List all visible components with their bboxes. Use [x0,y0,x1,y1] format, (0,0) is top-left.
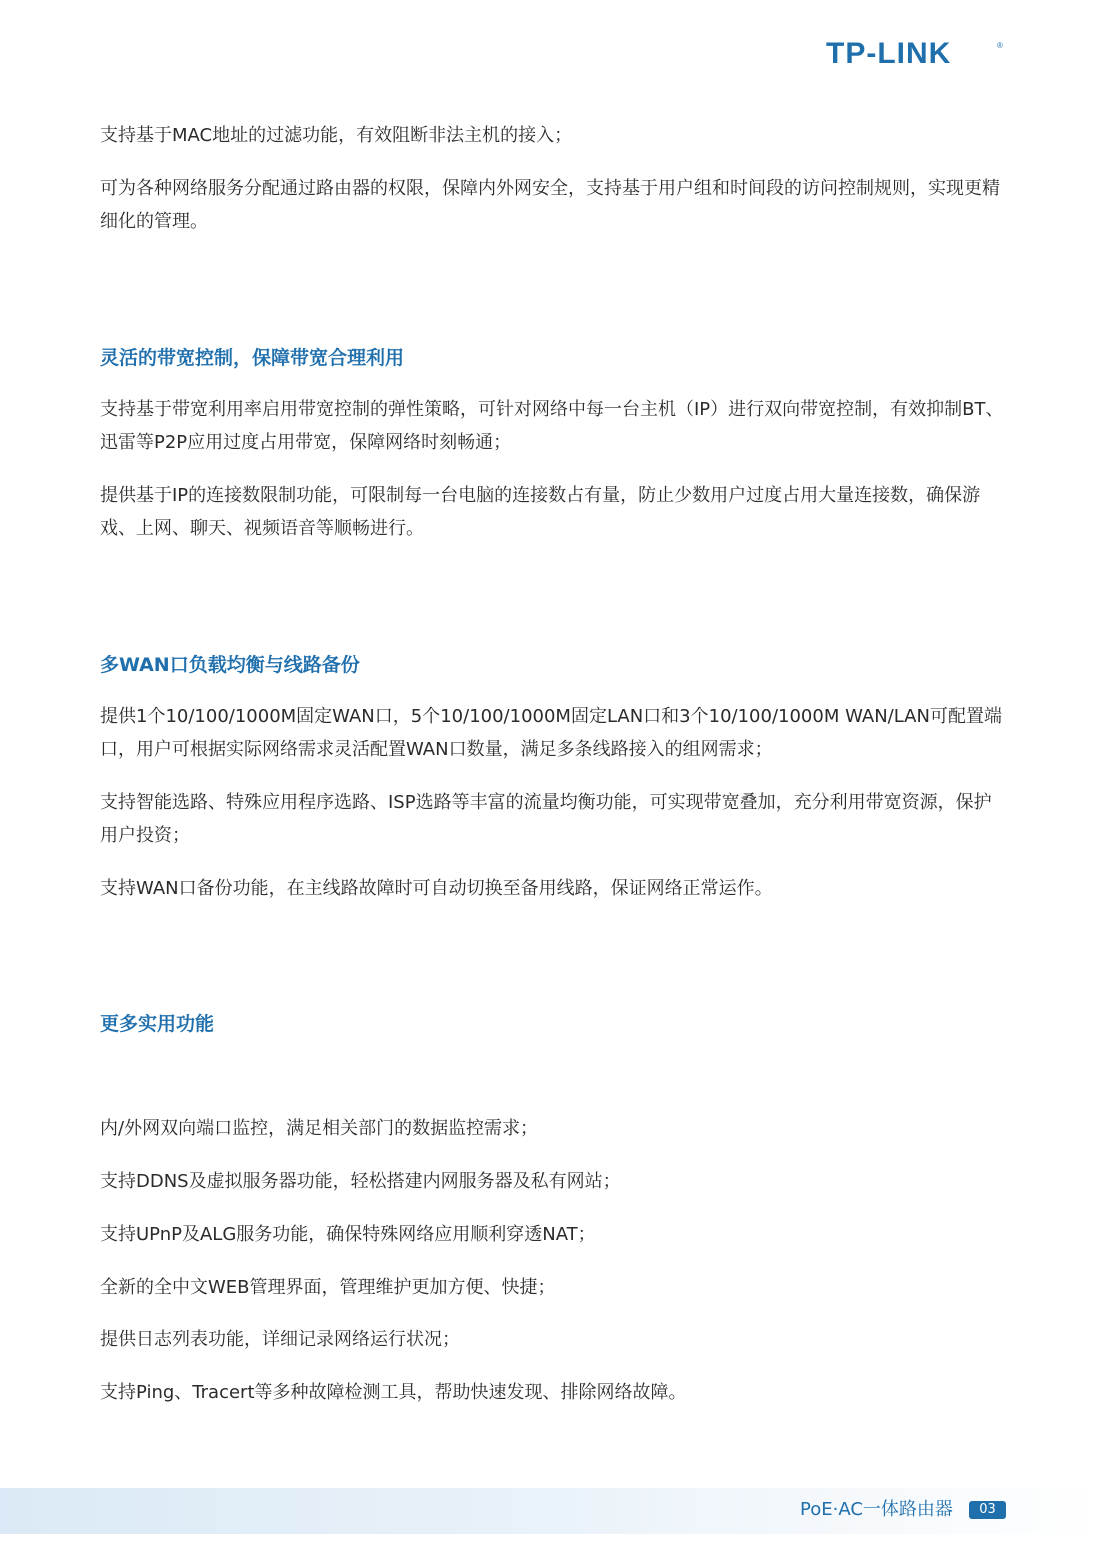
footer-product-title: PoE·AC一体路由器 [800,1499,953,1520]
heading-bandwidth-control: 灵活的带宽控制，保障带宽合理利用 [100,347,405,369]
list-item-log: 提供日志列表功能，详细记录网络运行状况； [100,1329,460,1350]
logo-wordmark: TP-LINK [826,37,952,69]
list-item-diagnostics: 支持Ping、Tracert等多种故障检测工具，帮助快速发现、排除网络故障。 [100,1382,687,1403]
paragraph-bandwidth-policy: 支持基于带宽利用率启用带宽控制的弹性策略，可针对网络中每一台主机（IP）进行双向带宽控制，有效抑制BT、迅雷等P2P应用过度占用带宽，保障网络时刻畅通； [100,399,1004,453]
paragraph-port-config: 提供1个10/100/1000M固定WAN口，5个10/100/1000M固定LAN口和3个10/100/1000M WAN/LAN可配置端口，用户可根据实际网络需求灵活配置WAN口数量，满足多条线路接入的组网需求； [100,706,1002,760]
list-item-ddns: 支持DDNS及虚拟服务器功能，轻松搭建内网服务器及私有网站； [100,1171,621,1192]
paragraph-access-control: 可为各种网络服务分配通过路由器的权限，保障内外网安全，支持基于用户组和时间段的访问控制规则，实现更精细化的管理。 [100,178,1000,232]
paragraph-connection-limit: 提供基于IP的连接数限制功能，可限制每一台电脑的连接数占有量，防止少数用户过度占用大量连接数，确保游戏、上网、聊天、视频语音等顺畅进行。 [100,485,981,539]
list-item-port-monitor: 内/外网双向端口监控，满足相关部门的数据监控需求； [100,1118,539,1139]
list-item-web-ui: 全新的全中文WEB管理界面，管理维护更加方便、快捷； [100,1277,556,1298]
heading-more-features: 更多实用功能 [100,1013,215,1035]
paragraph-load-balance: 支持智能选路、特殊应用程序选路、ISP选路等丰富的流量均衡功能，可实现带宽叠加，充分利用带宽资源，保护用户投资； [100,792,992,846]
list-item-upnp: 支持UPnP及ALG服务功能，确保特殊网络应用顺利穿透NAT； [100,1224,596,1245]
registered-mark: ® [997,41,1003,50]
page-number-badge: 03 [969,1501,1006,1519]
heading-multi-wan: 多WAN口负载均衡与线路备份 [100,654,360,676]
tp-link-logo [826,37,1006,69]
paragraph-wan-backup: 支持WAN口备份功能，在主线路故障时可自动切换至备用线路，保证网络正常运作。 [100,878,773,899]
paragraph-mac-filter: 支持基于MAC地址的过滤功能，有效阻断非法主机的接入； [100,125,573,146]
